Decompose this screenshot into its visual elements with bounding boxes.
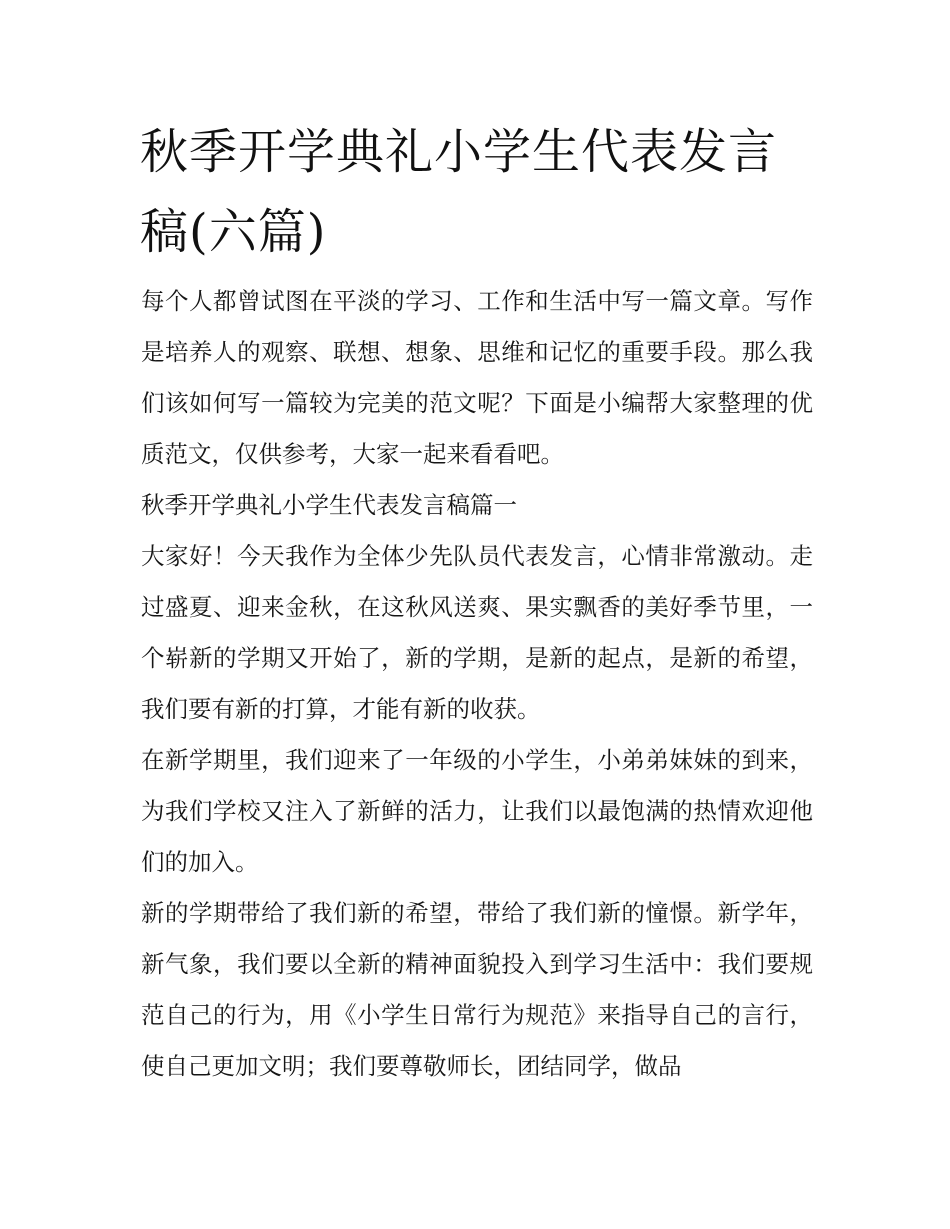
body-paragraph: 在新学期里，我们迎来了一年级的小学生，小弟弟妹妹的到来，为我们学校又注入了新鲜的活力，让我们以最饱满的热情欢迎他们的加入。: [141, 746, 813, 876]
body-paragraph: 大家好！今天我作为全体少先队员代表发言，心情非常激动。走过盛夏、迎来金秋，在这秋风送爽、果实飘香的美好季节里，一个崭新的学期又开始了，新的学期，是新的起点，是新的希望，我们要有新的打算，才能有新的收获。: [141, 542, 813, 723]
intro-paragraph: 每个人都曾试图在平淡的学习、工作和生活中写一篇文章。写作是培养人的观察、联想、想象、思维和记忆的重要手段。那么我们该如何写一篇较为完美的范文呢？下面是小编帮大家整理的优质范文，仅供参考，大家一起来看看吧。: [141, 287, 813, 468]
body-paragraph: 新的学期带给了我们新的希望，带给了我们新的憧憬。新学年，新气象，我们要以全新的精神面貌投入到学习生活中：我们要规范自己的行为，用《小学生日常行为规范》来指导自己的言行，使自己更加文明；我们要尊敬师长，团结同学，做品: [141, 899, 813, 1080]
section-heading: 秋季开学典礼小学生代表发言稿篇一: [141, 491, 517, 519]
document-body: [141, 276, 813, 1092]
document-title: 秋季开学典礼小学生代表发言稿(六篇): [140, 124, 778, 260]
